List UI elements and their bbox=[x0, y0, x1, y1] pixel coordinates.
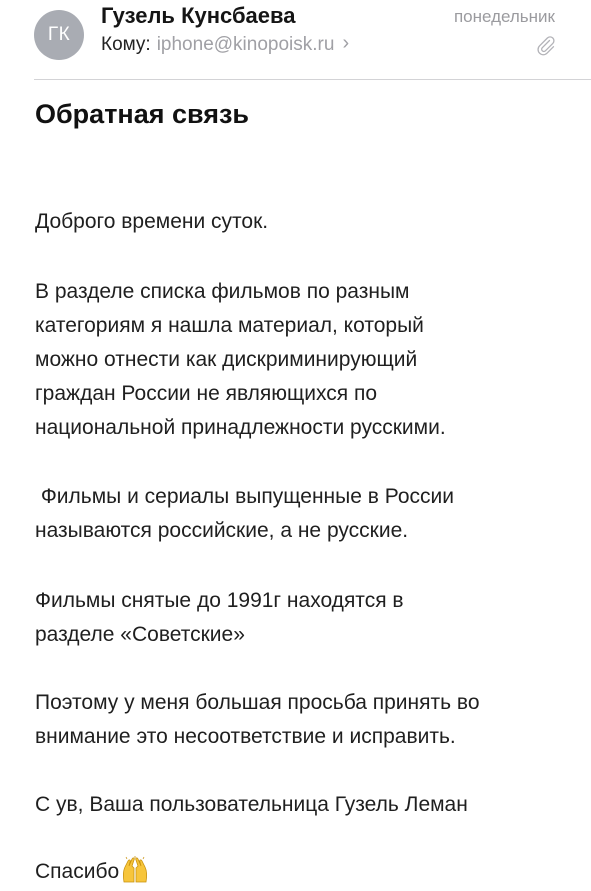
message-closing bbox=[35, 855, 575, 889]
recipient-address[interactable]: iphone@kinopoisk.ru bbox=[156, 33, 335, 55]
sender-name[interactable]: Гузель Кунсбаева bbox=[101, 3, 296, 28]
chevron-right-icon[interactable]: › bbox=[342, 32, 350, 54]
body-line: Фильмы и сериалы выпущенные в России bbox=[35, 485, 454, 508]
body-line: можно отнести как дискриминирующий bbox=[35, 348, 418, 371]
body-line: национальной принадлежности русскими. bbox=[35, 416, 446, 439]
body-line: граждан России не являющихся по bbox=[35, 382, 378, 405]
message-paragraph-3 bbox=[35, 584, 575, 652]
body-line: разделе «Советские» bbox=[35, 623, 245, 646]
message-header bbox=[0, 0, 591, 80]
message-paragraph-2 bbox=[35, 480, 575, 548]
closing-text: Спасибо bbox=[35, 860, 120, 883]
closing-line bbox=[35, 855, 575, 889]
message-paragraph-4 bbox=[35, 686, 575, 754]
body-line: Доброго времени суток. bbox=[35, 210, 269, 233]
body-line: Поэтому у меня большая просьба принять во bbox=[35, 691, 480, 714]
body-line: С ув, Ваша пользовательница Гузель Леман bbox=[35, 793, 468, 816]
paperclip-icon[interactable] bbox=[536, 34, 556, 56]
body-line: категориям я нашла материал, который bbox=[35, 314, 424, 337]
body-line: называются российские, а не русские. bbox=[35, 519, 409, 542]
raising-hands-icon bbox=[120, 856, 150, 884]
message-signature bbox=[35, 788, 575, 822]
body-line: Фильмы снятые до 1991г находятся в bbox=[35, 589, 404, 612]
message-paragraph-1 bbox=[35, 275, 575, 445]
header-divider bbox=[34, 79, 591, 80]
to-label: Кому: bbox=[101, 33, 151, 55]
message-greeting bbox=[35, 205, 575, 239]
message-date: понедельник bbox=[453, 7, 555, 26]
recipient-row[interactable] bbox=[101, 33, 349, 56]
avatar[interactable]: ГК bbox=[34, 10, 84, 60]
body-line: внимание это несоответствие и исправить. bbox=[35, 725, 456, 748]
body-line: В разделе списка фильмов по разным bbox=[35, 280, 410, 303]
message-subject: Обратная связь bbox=[35, 99, 250, 129]
